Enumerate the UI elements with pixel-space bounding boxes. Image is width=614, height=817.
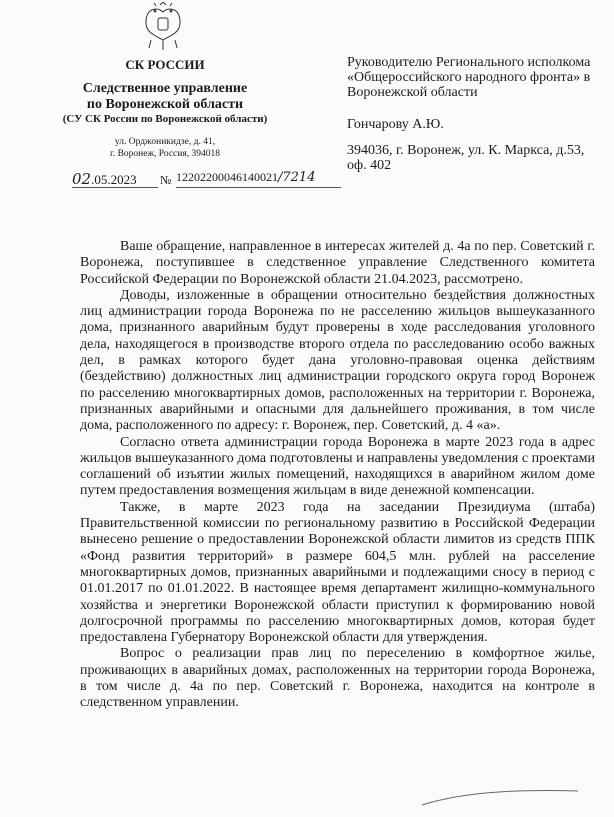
org-name-line1: Следственное управление — [82, 81, 248, 96]
paragraph-4: Также, в марте 2023 года на заседании Президиума (штаба) Правительственной комиссии по региональному развитию в Российской Федерации вынесено решение о предоставлении Воронежской области лимитов из средств ППК «Фонд развития территорий» в размере 604,5 млн. рублей на расселение многоквартирных домов, признанных аварийными и подлежащими сносу в период с 01.01.2017 по 01.01.2022. В настоящее время департамент жилищно-коммунального хозяйства и энергетики Воронежской области приступил к формированию новой долгосрочной программы по расселению многоквартирных домов, которая будет предоставлена Губернатору Воронежской области для утверждения. — [80, 499, 595, 646]
org-full-name — [60, 81, 270, 113]
addressee-address: 394036, г. Воронеж, ул. К. Маркса, д.53, оф. 402 — [347, 143, 585, 173]
org-address-line2: г. Воронеж, Россия, 394018 — [110, 149, 220, 159]
org-name-line2: по Воронежской области — [86, 97, 244, 112]
letter-body — [80, 239, 595, 712]
org-address-line1: ул. Орджоникидзе, д. 41, — [114, 137, 216, 147]
reg-number-handwritten: /7214 — [278, 170, 316, 185]
org-address — [60, 136, 270, 160]
paragraph-3: Согласно ответа администрации города Воронежа в марте 2023 года в адрес жильцов вышеуказанного дома подготовлены и направлены уведомления с проектами соглашений об изъятии жилых помещений, находящихся в аварийном жилом доме путем предоставления возмещения жильцам в виде денежной компенсации. — [80, 434, 595, 499]
signature-stroke — [420, 783, 580, 813]
org-abbreviation: (СУ СК России по Воронежской области) — [62, 113, 268, 125]
registration-number — [176, 170, 341, 188]
addressee-position: Руководителю Регионального исполкома «Общероссийского народного фронта» в Воронежской области — [347, 55, 591, 100]
outgoing-date — [72, 170, 158, 188]
org-short-name: СК РОССИИ — [125, 57, 205, 72]
reg-number-printed: 12202200046140021 — [176, 170, 278, 184]
number-sign: № — [160, 173, 172, 187]
addressee-name: Гончарову А.Ю. — [347, 117, 444, 132]
paragraph-2: Доводы, изложенные в обращении относительно бездействия должностных лиц администрации города Воронежа по не расселению жильцов вышеуказанного дома, признанного аварийным будут проверены в ходе расследования уголовного дела, находящегося в производстве второго отдела по расследованию особо важных дел, в рамках которого будет дана уголовно-правовая оценка действиям (бездействию) должностных лиц администрации городского округа город Воронеж по расселению многоквартирных домов, расположенных на территории г. Воронежа, признанных аварийными и опасными для дальнейшего проживания, в том числе дома, расположенного по адресу: г. Воронеж, пер. Советский, д. 4 «а». — [80, 287, 595, 434]
paragraph-1: Ваше обращение, направленное в интересах жителей д. 4а по пер. Советский г. Воронежа, поступившее в следственное управление Следственного комитета Российской Федерации по Воронежской области 21.04.2023, рассмотрено. — [80, 239, 595, 287]
date-handwritten-day: 02 — [72, 170, 92, 188]
coat-of-arms-emblem — [141, 2, 185, 52]
paragraph-5: Вопрос о реализации прав лиц по переселению в комфортное жилье, проживающих в аварийных домах, расположенных на территории города Воронежа, в том числе д. 4а по пер. Советский г. Воронежа, находится на контроле в следственном управлении. — [80, 646, 595, 711]
date-printed: .05.2023 — [91, 172, 137, 187]
